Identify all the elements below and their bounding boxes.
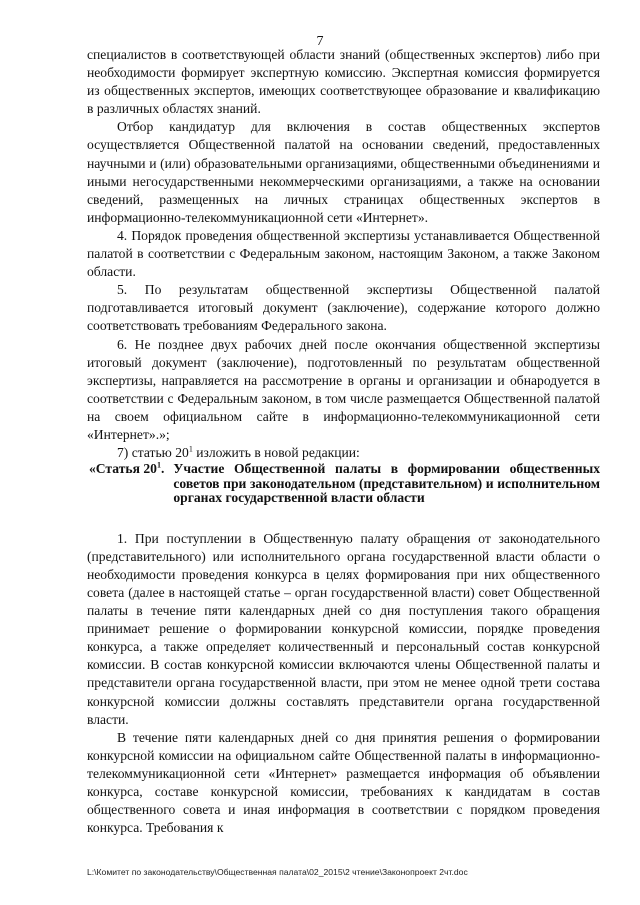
amendment-line bbox=[87, 444, 600, 462]
paragraph: 5. По результатам общественной экспертизы Общественной палатой подготавливается итоговый документ (заключение), содержание которого должно соответствовать требованиям Федерального закона. bbox=[87, 282, 600, 334]
paragraph: 4. Порядок проведения общественной экспертизы устанавливается Общественной палатой в соответствии с Федеральным законом, настоящим Законом, а также Законом области. bbox=[87, 227, 600, 280]
paragraph: 6. Не позднее двух рабочих дней после окончания общественной экспертизы итоговый документ (заключение), подготовленный по результатам общественной экспертизы, направляется на рассмотрение в органы и организации и обнародуется в соответствии с Федеральным законом, в том числе размещается Общественной палатой на своем официальном сайте в информационно-телекоммуникационной сети «Интернет».»; bbox=[87, 336, 600, 442]
article-paragraph: 1. При поступлении в Общественную палату обращения от законодательного (представительного) или исполнительного органа государственной власти области о необходимости проведения конкурса в целях формирования при них общественного совета (далее в настоящей статье – орган государственной власти) совет Общественной палаты в течение пяти календарных дней со дня поступления такого обращения принимает решение о формировании конкурсной комиссии, порядке проведения конкурса, а также определяет количественный и персональный состав конкурсной комиссии. В состав конкурсной комиссии включаются члены Общественной палаты и представители органа государственной власти, при этом не менее одной трети состава конкурсной комиссии должны составлять представители органа государственной власти. bbox=[87, 530, 600, 727]
paragraph: Отбор кандидатур для включения в состав общественных экспертов осуществляется Общественной палатой на основании сведений, предоставленных научными и (или) образовательными организациями, общественными объединениями и иными негосударственными некоммерческими организациями, а также на основании сведений, размещенных на личных страницах общественных экспертов в информационно-телекоммуникационной сети «Интернет». bbox=[87, 119, 600, 225]
paragraph: специалистов в соответствующей области знаний (общественных экспертов) либо при необходимости формирует экспертную комиссию. Экспертная комиссия формируется из общественных экспертов, имеющих соответствующее образование и квалификацию в различных областях знаний. bbox=[87, 47, 600, 117]
article-heading bbox=[89, 462, 600, 506]
article-paragraph: В течение пяти календарных дней со дня принятия решения о формировании конкурсной комиссии на официальном сайте Общественной палаты в информационно-телекоммуникационной сети «Интернет» размещается информация об объявлении конкурса, составе конкурсной комиссии, требованиях к кандидатам в состав общественного совета и иная информация в соответствии с порядком проведения конкурса. Требования к bbox=[87, 729, 600, 836]
page-number: 7 bbox=[316, 34, 324, 49]
article-title: Участие Общественной палаты в формировании общественных советов при законодательном (представительном) и исполнительном органах государственной власти области bbox=[173, 461, 600, 506]
amendment-suffix: изложить в новой редакции: bbox=[192, 445, 360, 461]
article-number: «Статья $20^1$. bbox=[89, 460, 165, 477]
document-body bbox=[87, 46, 600, 837]
footer-file-path: L:\Комитет по законодательству\Общественная палата\02_2015\2 чтение\Законопроект 2чт.doc bbox=[87, 867, 468, 877]
amendment-prefix: 7) статью 20 bbox=[117, 445, 189, 461]
amendment-superscript: 1 bbox=[188, 444, 193, 454]
